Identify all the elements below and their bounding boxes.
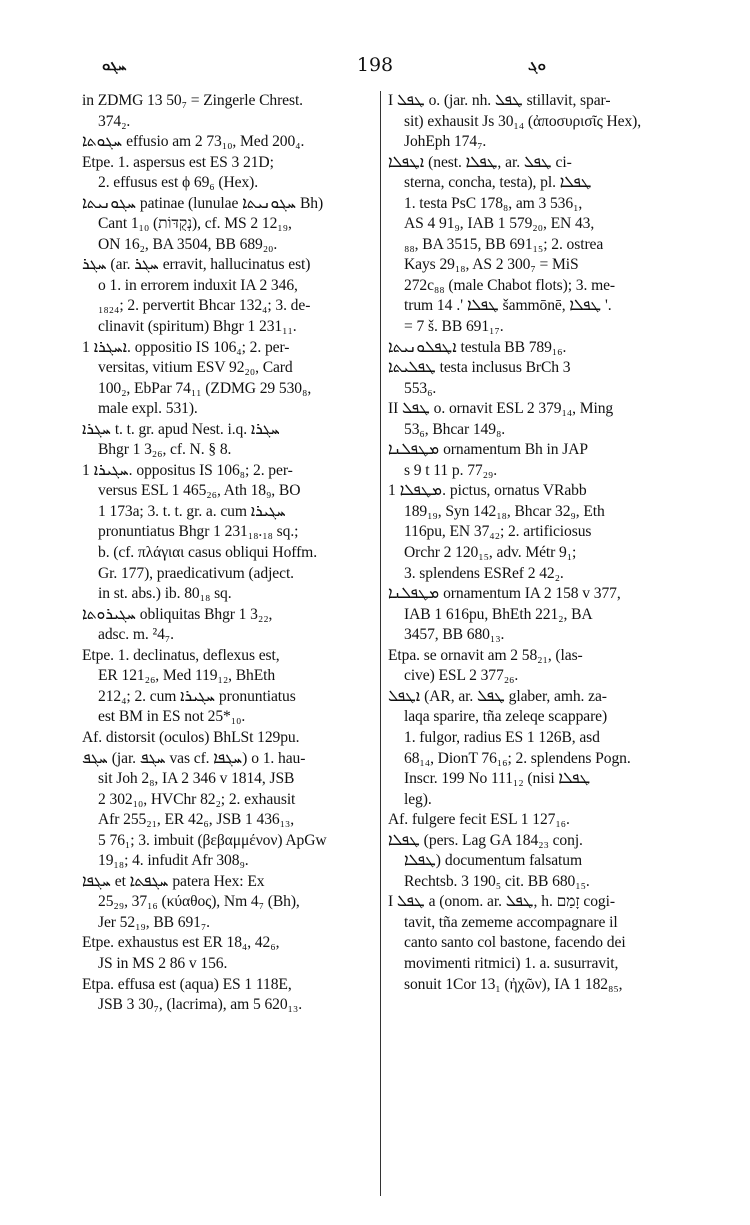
dictionary-line: II ܛܦܠ o. ornavit ESL 2 379₁₄, Ming — [388, 400, 614, 418]
dictionary-line: ܐܛܦܠܘܢܝܬܐ testula BB 789₁₆. — [388, 338, 567, 356]
dictionary-line: in st. abs.) ib. 80₁₈ sq. — [98, 585, 232, 603]
dictionary-line: sit Joh 2₈, IA 2 346 v 1814, JSB — [98, 770, 295, 788]
dictionary-line: ܚܓܪ (ar. ܚܓܪ erravit, hallucinatus est) — [82, 256, 311, 274]
dictionary-line: b. (cf. πλάγιαι casus obliqui Hoffm. — [98, 544, 317, 562]
dictionary-line: 553₆. — [404, 379, 437, 397]
dictionary-line: Cant 1₁₀ (נְקֻדּוֹת), cf. MS 2 12₁₉, — [98, 215, 292, 233]
dictionary-line: Gr. 177), praedicativum (adject. — [98, 564, 294, 582]
dictionary-line: adsc. m. ²4₇. — [98, 626, 174, 644]
dictionary-line: male expl. 531). — [98, 400, 198, 418]
dictionary-line: ܚܓܘܢܝܬܐ patinae (lunulae ܚܓܘܢܝܬܐ Bh) — [82, 194, 324, 212]
dictionary-line: Af. distorsit (oculos) BhLSt 129pu. — [82, 728, 300, 746]
dictionary-line: 116pu, EN 37₄₂; 2. artificiosus — [404, 523, 592, 541]
dictionary-line: Afr 255₂₁, ER 42₆, JSB 1 436₁₃, — [98, 811, 295, 829]
dictionary-line: Etpe. 1. declinatus, deflexus est, — [82, 646, 280, 664]
dictionary-line: trum ܛܦܠܐ '. 14 šammōnē, ܛܦܠܐ '. — [404, 297, 612, 315]
dictionary-line: ܐܛܦܠ (AR, ar. ܛܦܠ glaber, amh. za- — [388, 687, 607, 705]
dictionary-line: 272c₈₈ (male Chabot flots); 3. me- — [404, 276, 616, 294]
dictionary-line: sit) exhausit Js 30₁₄ (ἀποσυρισῖς Hex), — [404, 112, 642, 130]
column-divider — [380, 91, 381, 1196]
dictionary-line: sterna, concha, testa), pl. ܛܦܠܐ — [404, 174, 592, 192]
dictionary-line: 68₁₄, DionT 76₁₆; 2. splendens Pogn. — [404, 749, 631, 767]
dictionary-line: ܐܚܓܪܐ 1. oppositio IS 106₄; 2. per- — [82, 338, 290, 356]
dictionary-line: Orchr 2 120₁₅, adv. Métr 9₁; — [404, 544, 577, 562]
dictionary-line: I ܛܦܠ a (onom. ar. ܛܦܠ, h. זָמַם cogi- — [388, 893, 615, 911]
dictionary-line: ܡܛܦܠܐ 1. pictus, ornatus VRabb — [388, 482, 587, 500]
left-column — [82, 91, 374, 1016]
dictionary-line: in ZDMG 13 50₇ = Zingerle Chrest. — [82, 92, 303, 109]
dictionary-line: ܛܦܠܐ) documentum falsatum — [404, 852, 582, 870]
dictionary-line: Inscr. 199 No 111₁₂ (nisi ܛܦܠܐ — [404, 770, 591, 788]
dictionary-line: 2. effusus est ϕ 69₆ (Hex). — [98, 174, 259, 192]
dictionary-line: Etpe. exhaustus est ER 18₄, 42₆, — [82, 934, 280, 952]
dictionary-line: ₁₈₂₄; 2. pervertit Bhcar 132₄; 3. de- — [98, 297, 311, 315]
dictionary-line: 1. testa PsC 178₈, am 3 536₁, — [404, 194, 583, 212]
dictionary-line: Etpa. se ornavit am 2 58₂₁, (las- — [388, 646, 583, 664]
dictionary-line: 2 302₁₀, HVChr 82₂; 2. exhausit — [98, 790, 296, 808]
dictionary-line: leg). — [404, 790, 432, 808]
dictionary-line: movimenti ritmici) 1. a. susurravit, — [404, 954, 619, 972]
dictionary-line: s 9 t 11 p. 77₂₉. — [404, 461, 498, 479]
dictionary-line: pronuntiatus Bhgr 1 231₁₈.₁₈ sq.; — [98, 523, 299, 541]
dictionary-line: Rechtsb. 3 190₅ cit. BB 680₁₅. — [404, 872, 590, 890]
right-column — [388, 91, 682, 995]
dictionary-line: ON 16₂, BA 3504, BB 689₂₀. — [98, 235, 278, 253]
dictionary-line: 3. splendens ESRef 2 42₂. — [404, 564, 564, 582]
dictionary-line: est BM in ES not 25*₁₀. — [98, 708, 246, 726]
dictionary-line: ER 121₂₆, Med 119₁₂, BhEth — [98, 667, 276, 685]
dictionary-line: versus ESL 1 465₂₆, Ath 18₉, BO — [98, 482, 301, 500]
dictionary-line: Jer 52₁₉, BB 691₇. — [98, 913, 210, 931]
dictionary-line: ܛܦܠܐ (pers. Lag GA 184₂₃ conj. — [388, 831, 583, 849]
dictionary-line: 53₆, Bhcar 149₈. — [404, 420, 506, 438]
dictionary-line: 5 76₁; 3. imbuit (βεβαμμένον) ApGw — [98, 831, 327, 849]
dictionary-line: 189₁₉, Syn 142₁₈, Bhcar 32₉, Eth — [404, 502, 605, 520]
dictionary-line: JS in MS 2 86 v 156. — [98, 954, 228, 972]
dictionary-line: ܚܓܪܐ t. t. gr. apud Nest. i.q. ܚܓܪܐ — [82, 420, 280, 438]
header-right-syriac: ܘܓ — [528, 56, 547, 74]
dictionary-line: versitas, vitium ESV 92₂₀, Card — [98, 359, 293, 377]
dictionary-line: ܚܓܝܪܐ 1. oppositus IS 106₈; 2. per- — [82, 461, 293, 479]
dictionary-line: AS 4 91₉, IAB 1 579₂₀, EN 43, — [404, 215, 595, 233]
dictionary-line: Etpa. effusa est (aqua) ES 1 118E, — [82, 975, 292, 993]
dictionary-line: Af. fulgere fecit ESL 1 127₁₆. — [388, 811, 570, 829]
dictionary-line: laqa sparire, tña zeleqe scappare) — [404, 708, 608, 726]
dictionary-line: 374₂. — [98, 112, 131, 130]
dictionary-line: 1. fulgor, radius ES 1 126B, asd — [404, 728, 600, 746]
dictionary-line: 1 173a; 3. t. t. gr. a. cum ܚܓܝܪܐ — [98, 502, 286, 520]
dictionary-line: ܡܛܦܠܢܐ ornamentum Bh in JAP — [388, 441, 588, 459]
dictionary-line: ܐܛܦܠܐ (nest. ܛܦܠܐ, ar. ܛܦܠ ci- — [388, 153, 572, 171]
dictionary-line: = 7 š. BB 691₁₇. — [404, 318, 504, 336]
dictionary-line: o 1. in errorem induxit IA 2 346, — [98, 276, 298, 294]
dictionary-line: ₈₈, BA 3515, BB 691₁₅; 2. ostrea — [404, 235, 604, 253]
dictionary-line: JSB 3 30₇, (lacrima), am 5 620₁₃. — [98, 996, 303, 1014]
dictionary-line: ܛܦܠܝܬܐ testa inclusus BrCh 3 — [388, 359, 571, 377]
dictionary-line: Kays 29₁₈, AS 2 300₇ = MiS — [404, 256, 579, 274]
dictionary-line: sonuit 1Cor 13₁ (ἠχῶν), IA 1 182₈₅, — [404, 975, 623, 993]
dictionary-line: ܚܓܝܪܘܬܐ obliquitas Bhgr 1 3₂₂, — [82, 605, 273, 623]
dictionary-line: I ܛܦܠ o. (jar. nh. ܛܦܠ stillavit, spar- — [388, 92, 611, 109]
dictionary-line: 19₁₈; 4. infudit Afr 308₉. — [98, 852, 249, 870]
page-header — [0, 52, 750, 82]
dictionary-line: 3457, BB 680₁₃. — [404, 626, 505, 644]
dictionary-line: Bhgr 1 3₂₆, cf. N. § 8. — [98, 441, 232, 459]
dictionary-line: canto santo col bastone, facendo dei — [404, 934, 626, 952]
dictionary-line: Etpe. 1. aspersus est ES 3 21D; — [82, 153, 274, 171]
dictionary-line: 25₂₉, 37₁₆ (κύαθος), Nm 4₇ (Bh), — [98, 893, 300, 911]
dictionary-line: 212₄; 2. cum ܚܓܝܪܐ pronuntiatus — [98, 687, 296, 705]
dictionary-line: ܡܛܦܠܢܐ ornamentum IA 2 158 v 377, — [388, 585, 621, 603]
dictionary-line: clinavit (spiritum) Bhgr 1 231₁₁. — [98, 318, 297, 336]
page-number: 198 — [356, 54, 394, 76]
dictionary-line: ܚܓܦ (jar. ܚܓܦ vas cf. ܚܓܦܐ) o 1. hau- — [82, 749, 306, 767]
header-left-syriac: ܚܓܘ — [102, 56, 127, 74]
dictionary-line: ܚܓܦܐ et ܚܓܦܬܐ patera Hex: Ex — [82, 872, 265, 890]
dictionary-line: cive) ESL 2 377₂₆. — [404, 667, 519, 685]
dictionary-line: 100₂, EbPar 74₁₁ (ZDMG 29 530₈, — [98, 379, 312, 397]
dictionary-line: JohEph 174₇. — [404, 133, 487, 151]
dictionary-line: IAB 1 616pu, BhEth 221₂, BA — [404, 605, 593, 623]
dictionary-line: ܚܓܘܬܐ effusio am 2 73₁₀, Med 200₄. — [82, 133, 305, 151]
dictionary-line: tavit, tña zememe accompagnare il — [404, 913, 618, 931]
